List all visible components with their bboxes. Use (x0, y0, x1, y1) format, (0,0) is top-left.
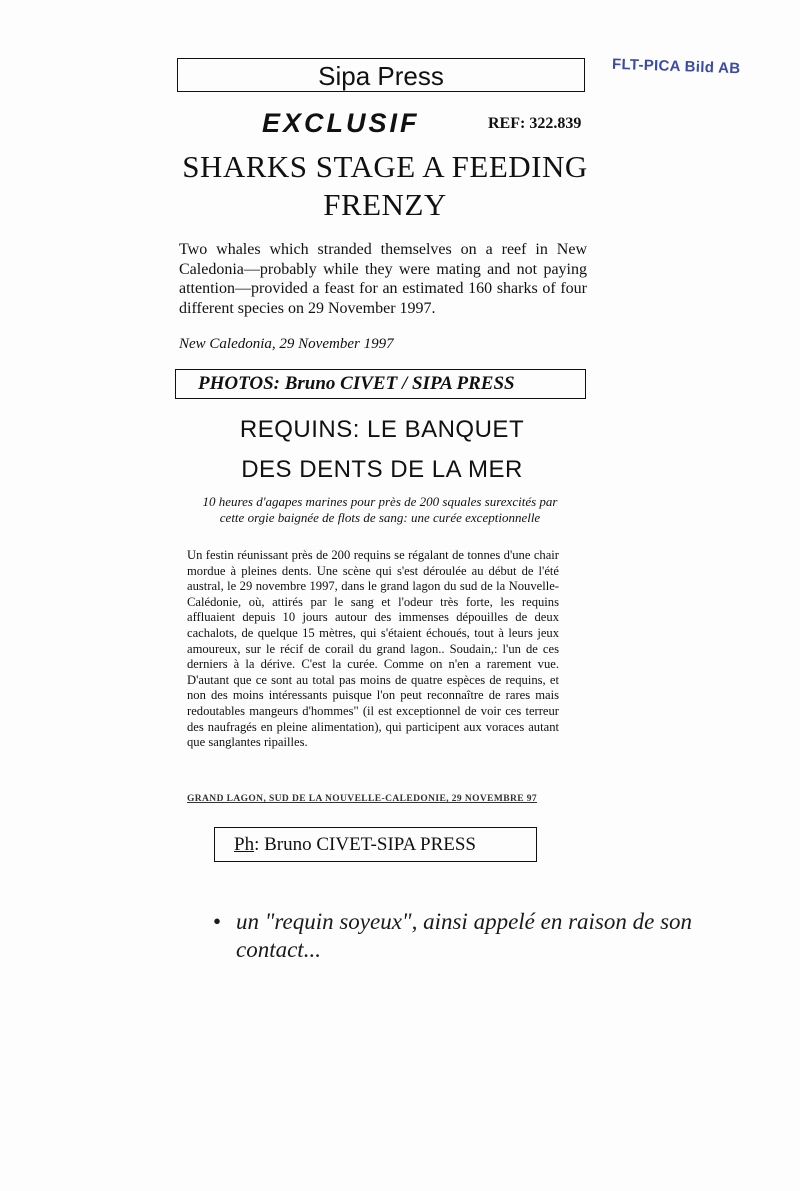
french-title-line-2: DES DENTS DE LA MER (241, 456, 523, 483)
french-subtitle: 10 heures d'agapes marines pour près de 200 squales surexcités par cette orgie baignée de flots de sang: une curée exceptionnelle (202, 494, 558, 525)
agency-name: Sipa Press (177, 58, 585, 92)
bullet-icon: • (213, 909, 222, 934)
exclusive-label: EXCLUSIF (262, 108, 420, 138)
photographer-credit: : Bruno CIVET-SIPA PRESS (254, 834, 476, 855)
french-title-line-1: REQUINS: LE BANQUET (239, 416, 525, 443)
photo-caption (213, 908, 733, 964)
reference-number: REF: 322.839 (488, 115, 582, 132)
archive-stamp: FLT-PICA Bild AB (611, 55, 741, 78)
caption-text: un "requin soyeux", ainsi appelé en raison de son contact... (236, 909, 693, 962)
headline: SHARKS STAGE A FEEDING FRENZY (182, 149, 588, 222)
french-title (178, 410, 586, 490)
lead-paragraph: Two whales which stranded themselves on a reef in New Caledonia—probably while they were mating and not paying attention—provided a feast for an estimated 160 sharks of four different species on 29 November 1997. (179, 241, 587, 317)
photo-credit-box: PHOTOS: Bruno CIVET / SIPA PRESS (175, 369, 586, 399)
photographer-credit-box (214, 827, 537, 862)
photographer-prefix: Ph (234, 834, 255, 855)
french-body: Un festin réunissant près de 200 requins se régalant de tonnes d'une chair mordue à pleines dents. Une scène qui s'est déroulée au début de l'été austral, le 29 novembre 1997, dans le grand lagon du sud de la Nouvelle-Calédonie, où, attirés par le sang et l'odeur très forte, les requins affluaient depuis 10 jours autour des immenses dépouilles de deux cachalots, de quelque 15 mètres, qui s'étaient échoués, tout à leurs jeux amoureux, sur le récif de corail du grand lagon.. Soudain,: l'un de ces derniers à la dérive. C'est la curée. Comme on n'en a rarement vue. D'autant que ce sont au total pas moins de quatre espèces de requins, et non des moins intéressants puisque l'on peut reconnaître de rares mais redoutables mangeurs d'hommes" (il est exceptionnel de voir ces terreur des naufragés en pleine alimentation), qui participent aux voraces autant que sanglantes ripailles. (187, 548, 559, 750)
dateline: New Caledonia, 29 November 1997 (179, 336, 394, 352)
french-place-line: GRAND LAGON, SUD DE LA NOUVELLE-CALEDONIE, 29 NOVEMBRE 97 (187, 794, 538, 804)
